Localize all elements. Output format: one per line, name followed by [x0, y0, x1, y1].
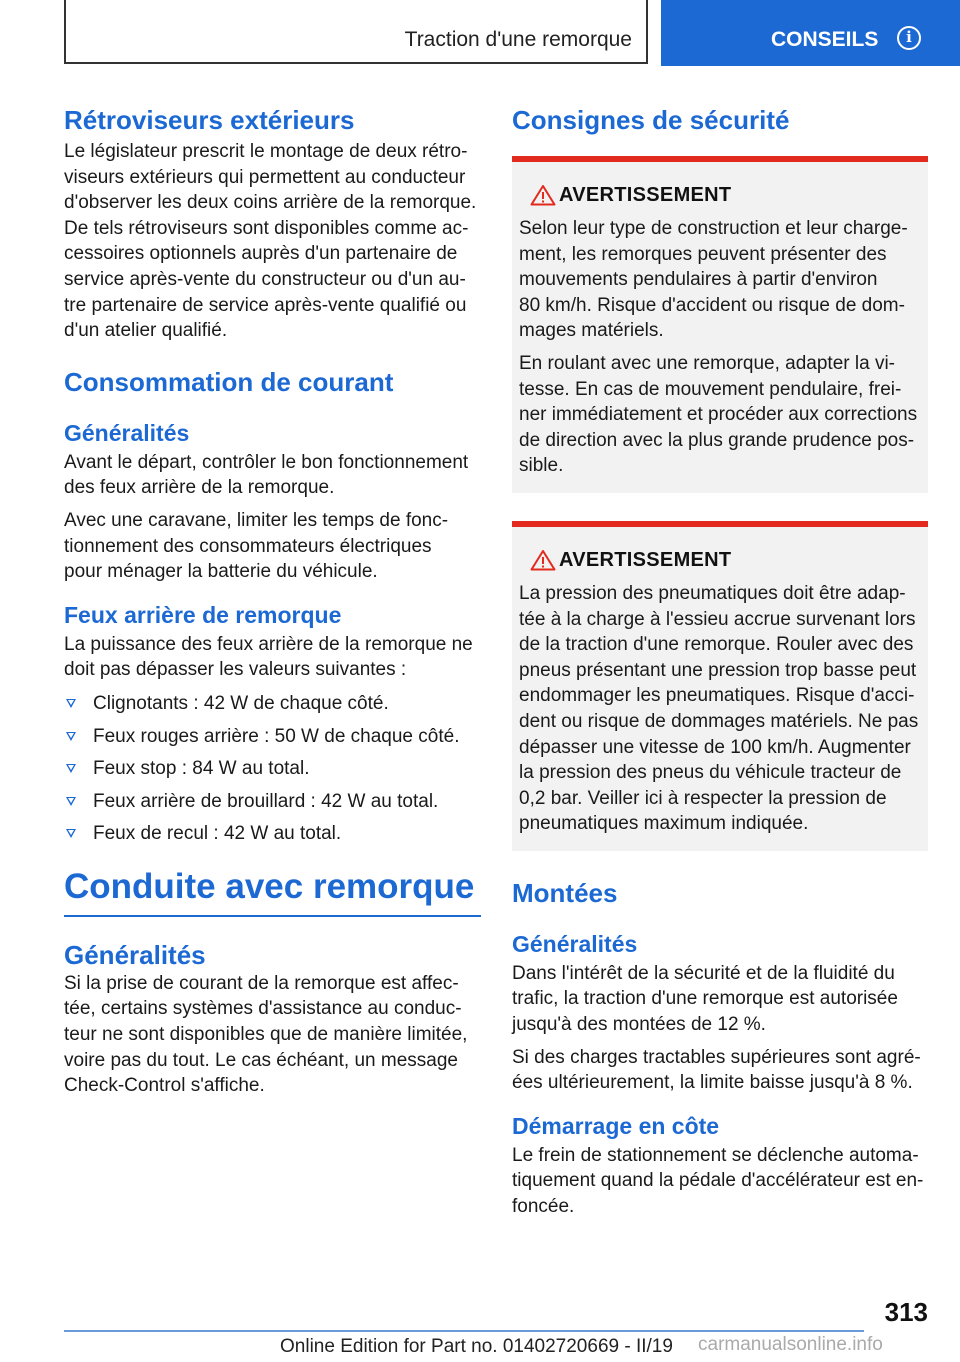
warning-paragraph: La pression des pneumatiques doit être adap- tée à la charge à l'essieu accrue survenant lors de la traction d'une remorque. Rouler avec des pneus présentant une pression trop basse peut endommager les pneumatiques. Risque d'acci- dent ou risque de dommages matériels. Ne pas dépasser une vitesse de 100 km/h. Augmenter la pression des pneus du véhicule tracteur de 0,2 bar. Veiller ici à respecter la pression de pneumatiques maximum indiquée.	[519, 582, 919, 835]
list-item: Feux de recul : 42 W au total.	[64, 821, 478, 847]
info-icon[interactable]: i	[897, 26, 921, 50]
list-item: Feux stop : 84 W au total.	[64, 756, 478, 782]
warning-header	[519, 182, 921, 212]
bullet-triangle-icon	[66, 797, 76, 806]
header-title: Traction d'une remorque	[404, 28, 632, 51]
warning-paragraph: Selon leur type de construction et leur charge- ment, les remorques peuvent présenter des mouvements pendulaires à partir d'environ 80 km/h. Risque d'accident ou risque de dom- mages matériels.	[519, 218, 908, 342]
warning-paragraph: En roulant avec une remorque, adapter la vi- tesse. En cas de mouvement pendulaire, frei- ner immédiatement et procéder aux corrections de direction avec la plus grande prudence pos- sible.	[519, 352, 918, 477]
heading-generalites-1: Généralités	[64, 419, 190, 446]
tab-conseils[interactable]	[661, 0, 960, 66]
tab-conseils-label: CONSEILS	[771, 28, 879, 51]
paragraph-retroviseurs: Le législateur prescrit le montage de deux rétro- viseurs extérieurs qui permettent au conducteur d'observer les deux coins arrière de la remorque. De tels rétroviseurs sont disponibles comme ac- cessoires optionnels auprès d'un partenaire de service après-vente du constructeur ou d'un au- tre partenaire de service après-vente qualifié ou d'un atelier qualifié.	[64, 141, 477, 342]
paragraph-conduite: Si la prise de courant de la remorque est affec- tée, certains systèmes d'assistance au conduc- teur ne sont disponibles que de manière limitée, voire pas du tout. Le cas échéant, un message Check-Control s'affiche.	[64, 972, 468, 1097]
heading-montees: Montées	[512, 877, 618, 908]
paragraph-demarrage: Le frein de stationnement se déclenche automa- tiquement quand la pédale d'accélérateur est en- foncée.	[512, 1144, 924, 1218]
heading-consignes: Consignes de sécurité	[512, 105, 790, 135]
bullet-triangle-icon	[66, 829, 76, 838]
paragraph-generalites-1b: Avec une caravane, limiter les temps de fonc- tionnement des consommateurs électriques pour ménager la batterie du véhicule.	[64, 509, 449, 583]
left-column	[64, 104, 478, 1099]
heading-generalites-2: Généralités	[64, 939, 206, 970]
paragraph-montees-a: Dans l'intérêt de la sécurité et de la fluidité du trafic, la traction d'une remorque est autorisée jusqu'à des montées de 12 %.	[512, 962, 898, 1036]
right-column	[512, 104, 928, 1220]
heading-demarrage: Démarrage en côte	[512, 1112, 720, 1139]
warning-title: AVERTISSEMENT	[559, 548, 732, 571]
paragraph-generalites-1a: Avant le départ, contrôler le bon fonctionnement des feux arrière de la remorque.	[64, 451, 469, 499]
heading-consommation: Consommation de courant	[64, 366, 394, 397]
paragraph-feux-arriere: La puissance des feux arrière de la remorque ne doit pas dépasser les valeurs suivantes :	[64, 633, 473, 681]
warning-box-1	[512, 156, 928, 493]
warning-icon	[530, 549, 556, 571]
list-item: Clignotants : 42 W de chaque côté.	[64, 691, 478, 717]
paragraph-montees-b: Si des charges tractables supérieures sont agré- ées ultérieurement, la limite baisse jusqu'à 8 %.	[512, 1046, 921, 1094]
warning-icon	[530, 184, 556, 206]
warning-box-2	[512, 521, 928, 851]
bullet-triangle-icon	[66, 699, 76, 708]
footer-divider	[64, 1330, 864, 1332]
heading-generalites-3: Généralités	[512, 930, 638, 957]
warning-title: AVERTISSEMENT	[559, 184, 732, 206]
page-header	[0, 0, 960, 66]
heading-underline	[64, 915, 481, 917]
bullet-triangle-icon	[66, 764, 76, 773]
bullet-list-feux	[64, 691, 478, 847]
bullet-triangle-icon	[66, 732, 76, 741]
page-number: 313	[884, 1297, 928, 1327]
list-item: Feux rouges arrière : 50 W de chaque côté.	[64, 724, 478, 750]
warning-header	[519, 547, 921, 577]
watermark: carmanualsonline.info	[698, 1334, 883, 1355]
heading-retroviseurs: Rétroviseurs extérieurs	[64, 105, 355, 135]
heading-feux-arriere: Feux arrière de remorque	[64, 601, 342, 628]
header-box	[64, 0, 648, 64]
footer-edition-text: Online Edition for Part no. 01402720669 - II/19	[280, 1336, 673, 1357]
heading-conduite: Conduite avec remorque	[64, 866, 475, 906]
list-item: Feux arrière de brouillard : 42 W au total.	[64, 789, 478, 815]
